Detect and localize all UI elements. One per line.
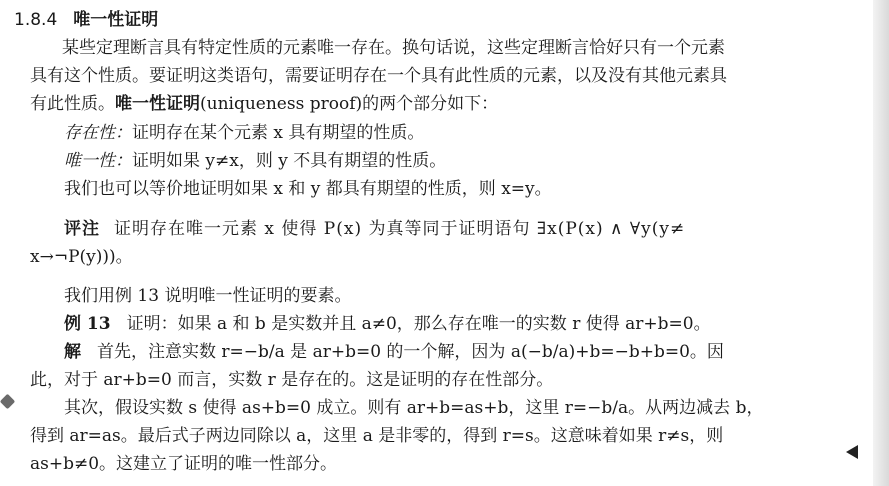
remark-line-1 (64, 217, 685, 241)
paragraph-1-line-3-a: 有此性质。 (30, 94, 115, 114)
solution-line-1 (64, 340, 724, 364)
existence-text: 证明存在某个元素 x 具有期望的性质。 (132, 123, 425, 143)
paragraph-1-line-1: 某些定理断言具有特定性质的元素唯一存在。换句话说，这些定理断言恰好只有一个元素 (62, 38, 725, 58)
example-text: 证明：如果 a 和 b 是实数并且 a≠0，那么存在唯一的实数 r 使得 ar+b=0。 (126, 314, 711, 334)
solution-line-2: 此，对于 ar+b=0 而言，实数 r 是存在的。这是证明的存在性部分。 (30, 370, 554, 390)
solution-label: 解 (64, 342, 81, 362)
example-13 (64, 312, 711, 336)
margin-marker-icon (0, 394, 15, 410)
remark-text-1: 证明存在唯一元素 x 使得 P(x) 为真等同于证明语句 ∃x(P(x) ∧ ∀y(y≠ (114, 219, 686, 239)
solution-line-4: 得到 ar=as。最后式子两边同除以 a，这里 a 是非零的，得到 r=s。这意味着如果 r≠s，则 (30, 426, 724, 446)
paragraph-1-line-3-c: (uniqueness proof)的两个部分如下： (200, 94, 499, 114)
section-title: 唯一性证明 (73, 10, 159, 30)
paragraph-1-line-3 (30, 92, 498, 116)
solution-text-1: 首先，注意实数 r=−b/a 是 ar+b=0 的一个解，因为 a(−b/a)+b=−b+b=0。因 (97, 342, 724, 362)
existence-part (64, 121, 424, 145)
uniqueness-text: 证明如果 y≠x，则 y 不具有期望的性质。 (132, 151, 447, 171)
uniqueness-label: 唯一性： (64, 151, 132, 171)
example-label: 例 13 (64, 314, 111, 334)
equivalent-statement: 我们也可以等价地证明如果 x 和 y 都具有期望的性质，则 x=y。 (64, 179, 552, 199)
section-heading (14, 8, 158, 32)
paragraph-1-line-2: 具有这个性质。要证明这类语句，需要证明存在一个具有此性质的元素，以及没有其他元素具 (30, 66, 727, 86)
end-of-example-icon (846, 445, 858, 459)
remark-label: 评注 (64, 219, 100, 239)
remark-line-2: x→¬P(y)))。 (30, 247, 133, 267)
section-number: 1.8.4 (14, 10, 58, 30)
example-intro: 我们用例 13 说明唯一性证明的要素。 (64, 286, 352, 306)
existence-label: 存在性： (64, 123, 132, 143)
solution-line-5: as+b≠0。这建立了证明的唯一性部分。 (30, 454, 338, 474)
page-edge (873, 0, 889, 486)
uniqueness-proof-term: 唯一性证明 (115, 94, 200, 114)
solution-line-3: 其次，假设实数 s 使得 as+b=0 成立。则有 ar+b=as+b，这里 r=−b/a。从两边减去 b， (64, 398, 764, 418)
uniqueness-part (64, 149, 446, 173)
